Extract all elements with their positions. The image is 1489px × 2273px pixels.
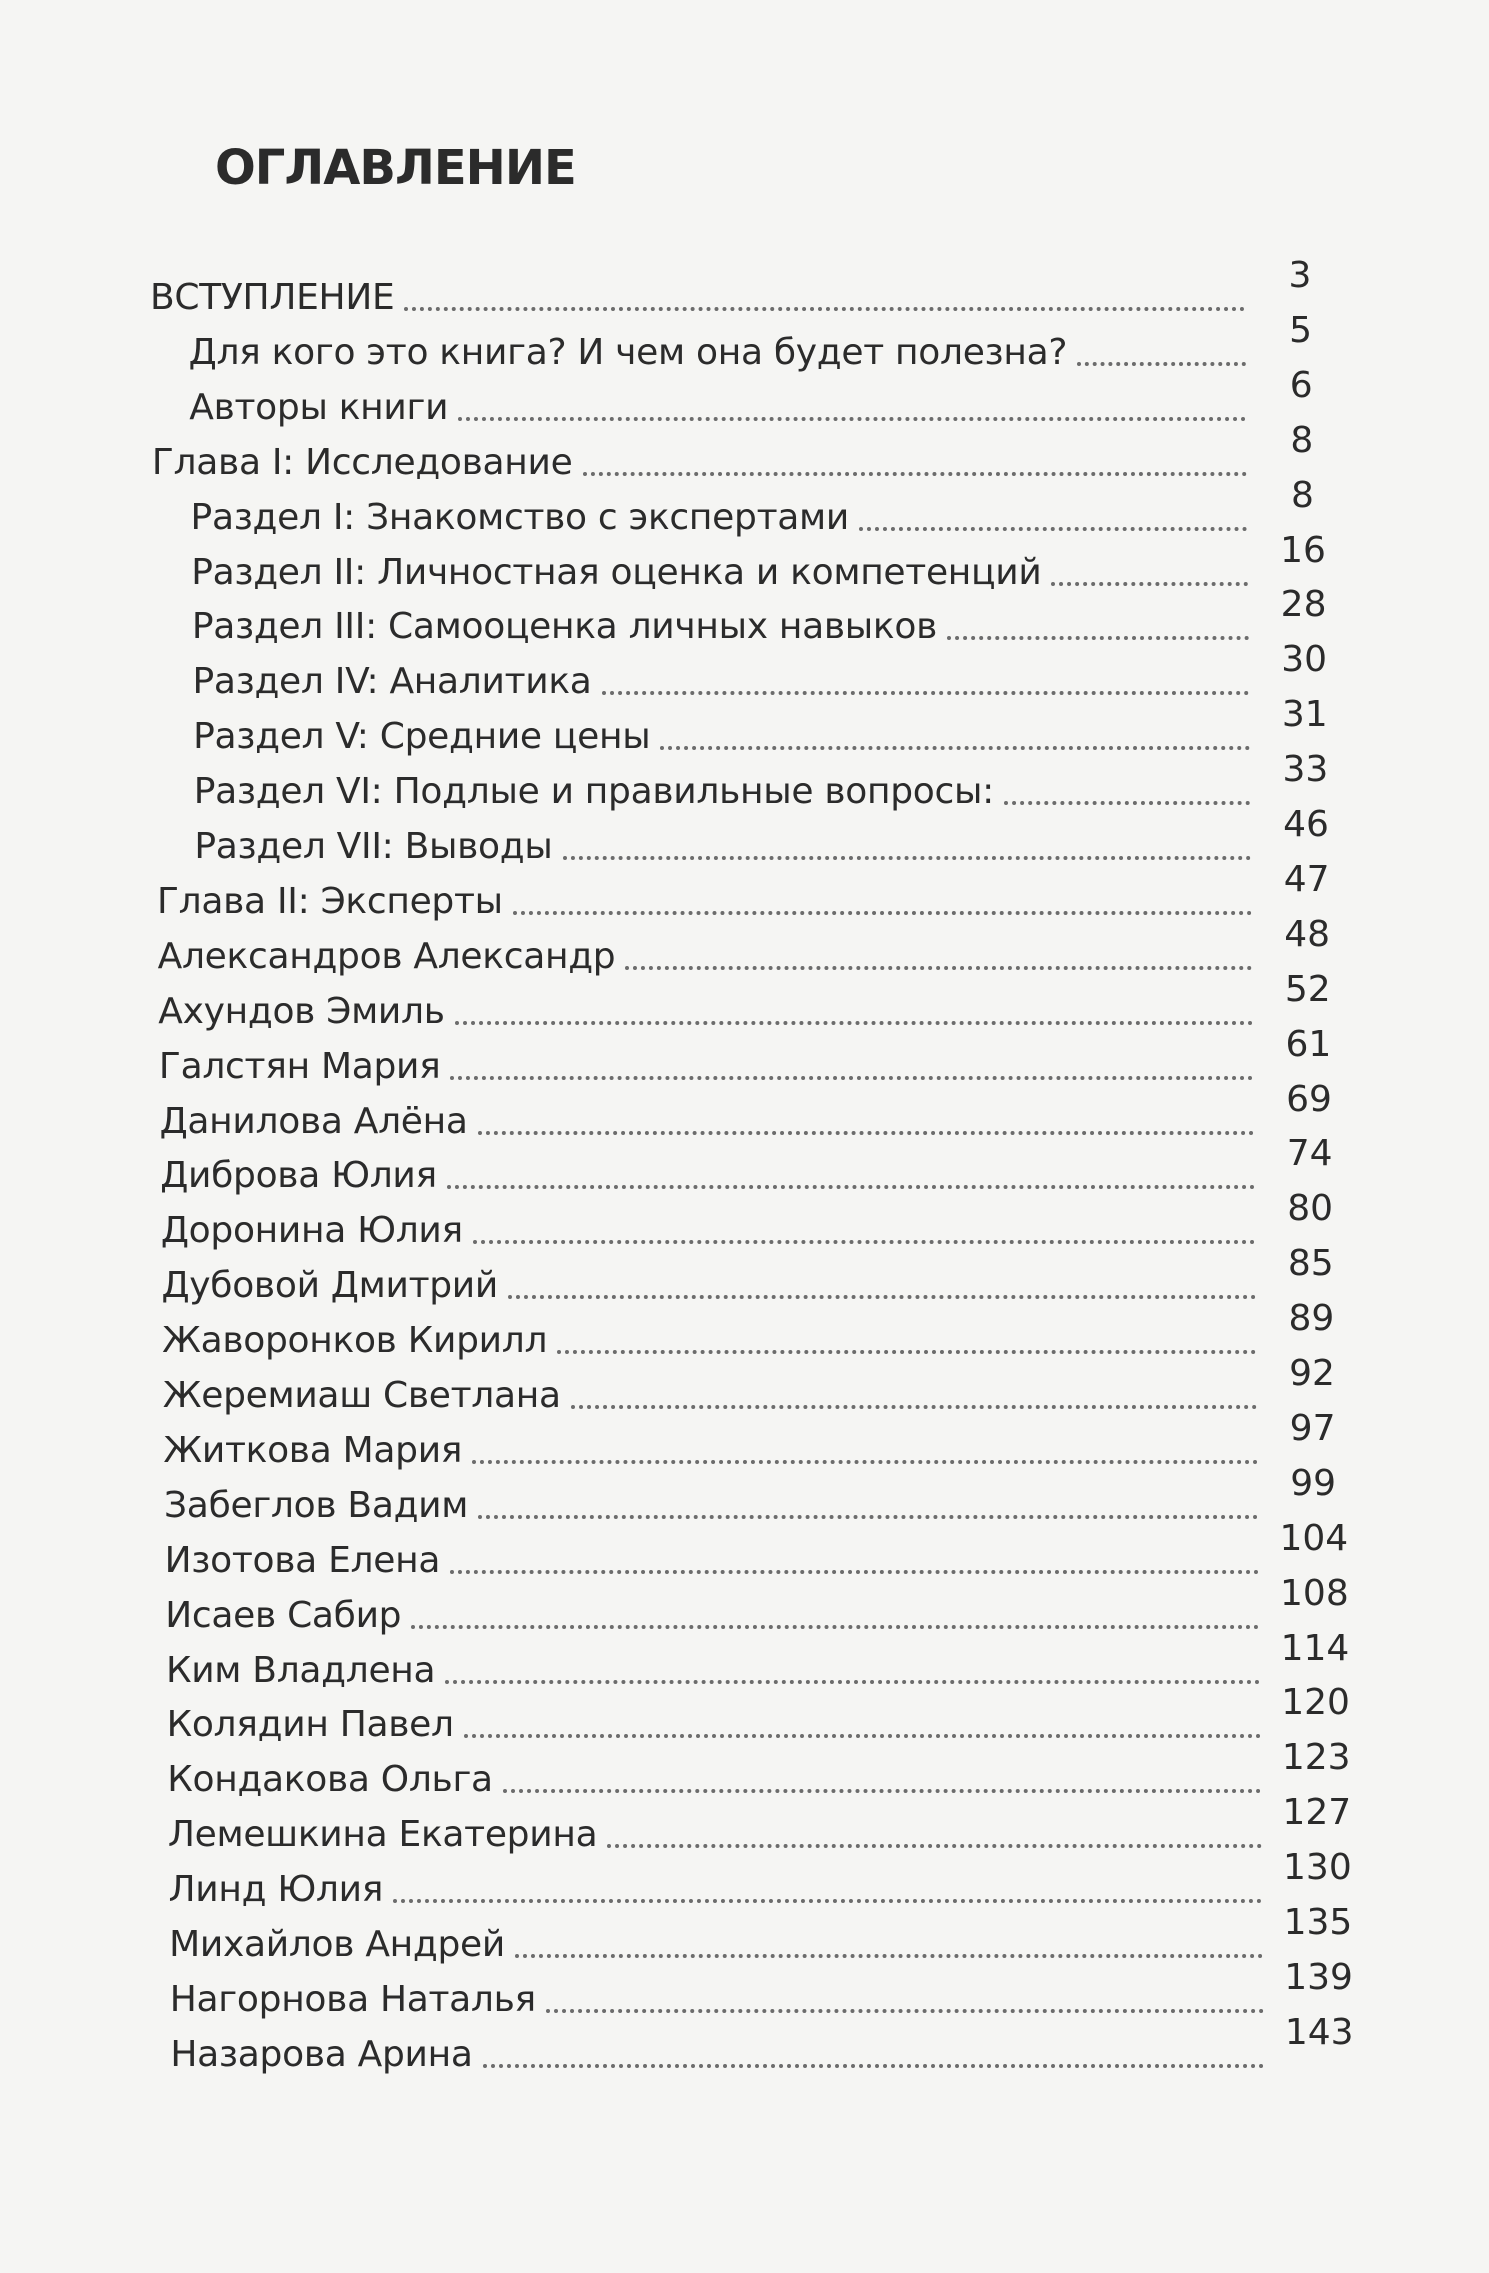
toc-leader-dots — [473, 1240, 1255, 1244]
toc-leader-dots — [404, 307, 1245, 311]
toc-entry-label: Жаворонков Кирилл — [162, 1320, 548, 1362]
toc-entry-label: Нагорнова Наталья — [169, 1978, 536, 2020]
toc-entry — [191, 584, 1327, 649]
toc-entry-label: Раздел II: Личностная оценка и компетенций — [191, 551, 1042, 593]
toc-leader-dots — [455, 1021, 1253, 1025]
toc-leader-dots — [503, 1789, 1261, 1793]
toc-entry-label: Колядин Павел — [166, 1704, 454, 1746]
toc-entry-label: Ким Владлена — [165, 1649, 436, 1691]
toc-entry-page: 3 — [1288, 255, 1312, 296]
toc-leader-dots — [450, 1076, 1253, 1080]
toc-entry — [162, 1298, 1335, 1363]
toc-entry-page: 120 — [1281, 1682, 1350, 1724]
toc-entry-page: 47 — [1283, 858, 1330, 900]
toc-entry-label: Раздел VII: Выводы — [194, 826, 553, 867]
toc-entry-page: 74 — [1286, 1133, 1333, 1175]
toc-entry — [157, 913, 1331, 979]
toc-entry — [168, 1847, 1352, 1912]
toc-entry — [169, 1902, 1353, 1967]
toc-entry — [150, 255, 1312, 320]
toc-entry-page: 99 — [1290, 1462, 1337, 1504]
toc-entry-page: 8 — [1290, 419, 1314, 461]
toc-entry — [163, 1407, 1336, 1473]
toc-entry — [158, 968, 1331, 1034]
toc-entry-page: 30 — [1281, 639, 1328, 681]
toc-entry — [164, 1462, 1337, 1528]
toc-entry — [161, 1243, 1334, 1308]
toc-entry-label: Глава II: Эксперты — [157, 880, 503, 922]
toc-entry-page: 61 — [1285, 1023, 1332, 1065]
toc-entry — [165, 1627, 1350, 1693]
toc-entry-label: Раздел III: Самооценка личных навыков — [191, 606, 937, 648]
toc-entry-label: Галстян Мария — [158, 1045, 441, 1087]
toc-entry — [194, 804, 1329, 869]
toc-entry — [167, 1737, 1351, 1802]
toc-leader-dots — [483, 2064, 1265, 2068]
toc-entry — [162, 1353, 1335, 1418]
toc-leader-dots — [859, 527, 1247, 531]
toc-entry-label: Диброва Юлия — [160, 1155, 437, 1197]
toc-entry-label: Раздел VI: Подлые и правильные вопросы: — [193, 771, 994, 813]
toc-entry-page: 139 — [1284, 1956, 1353, 1998]
toc-leader-dots — [571, 1405, 1257, 1409]
toc-entry-page: 6 — [1289, 364, 1313, 406]
toc-entry — [151, 419, 1314, 485]
toc-leader-dots — [546, 2009, 1264, 2013]
toc-entry-page: 69 — [1286, 1078, 1332, 1120]
toc-leader-dots — [660, 746, 1249, 750]
toc-entry-label: Раздел V: Средние цены — [193, 716, 651, 758]
toc-entry-page: 104 — [1279, 1517, 1349, 1559]
toc-entry-label: Дубовой Дмитрий — [161, 1265, 499, 1307]
toc-entry-page: 127 — [1282, 1792, 1352, 1834]
toc-entry-label: Изотова Елена — [164, 1539, 441, 1581]
toc-entry-label: Лемешкина Екатерина — [167, 1814, 598, 1856]
toc-entry — [169, 1956, 1353, 2022]
toc-entry-label: Александров Александр — [157, 935, 616, 977]
toc-entry-label: Михайлов Андрей — [169, 1924, 505, 1965]
toc-entry-page: 114 — [1280, 1627, 1350, 1669]
toc-entry-label: Раздел IV: Аналитика — [192, 661, 592, 703]
toc-leader-dots — [450, 1570, 1259, 1574]
toc-entry-label: Доронина Юлия — [160, 1210, 463, 1252]
toc-leader-dots — [458, 417, 1246, 421]
toc-entry — [170, 2011, 1354, 2077]
toc-entry-page: 33 — [1282, 749, 1329, 791]
toc-leader-dots — [607, 1844, 1261, 1848]
page-title: ОГЛАВЛЕНИЕ — [215, 140, 576, 196]
toc-entry-page: 92 — [1289, 1353, 1335, 1394]
toc-entry-label: Данилова Алёна — [159, 1100, 468, 1142]
toc-entry-label: Ахундов Эмиль — [158, 990, 445, 1032]
toc-leader-dots — [508, 1295, 1256, 1299]
toc-entry-page: 28 — [1280, 584, 1327, 626]
toc-leader-dots — [445, 1680, 1260, 1684]
toc-entry-label: Назарова Арина — [170, 2033, 473, 2075]
toc-leader-dots — [447, 1185, 1255, 1189]
toc-entry — [192, 639, 1328, 704]
toc-leader-dots — [583, 472, 1247, 476]
toc-entry — [160, 1188, 1334, 1253]
toc-entry-label: Забеглов Вадим — [164, 1484, 469, 1526]
toc-leader-dots — [947, 636, 1249, 640]
toc-entry-page: 52 — [1284, 968, 1331, 1010]
toc-entry-page: 48 — [1284, 913, 1331, 955]
toc-entry — [167, 1792, 1352, 1857]
toc-entry-page: 130 — [1283, 1847, 1352, 1889]
toc-entry-label: Раздел I: Знакомство с экспертами — [190, 496, 849, 538]
toc-entry — [189, 364, 1313, 430]
toc-leader-dots — [411, 1625, 1259, 1629]
toc-leader-dots — [563, 856, 1251, 860]
toc-entry — [191, 529, 1326, 595]
toc-entry — [190, 474, 1314, 540]
toc-entry-page: 5 — [1289, 309, 1313, 351]
toc-entry-label: Линд Юлия — [168, 1869, 384, 1911]
toc-leader-dots — [513, 911, 1252, 915]
toc-entry-page: 89 — [1288, 1298, 1335, 1340]
toc-entry-page: 31 — [1281, 694, 1328, 736]
toc-leader-dots — [464, 1734, 1261, 1738]
toc-entry-page: 8 — [1290, 474, 1314, 516]
toc-leader-dots — [478, 1515, 1258, 1519]
toc-entry-label: Глава I: Исследование — [151, 441, 573, 483]
toc-entry-page: 143 — [1284, 2011, 1354, 2053]
toc-entry-page: 85 — [1287, 1243, 1334, 1285]
toc-entry-page: 80 — [1287, 1188, 1334, 1230]
toc-entry — [157, 858, 1330, 924]
toc-entry-page: 123 — [1281, 1737, 1351, 1779]
toc-entry — [166, 1682, 1350, 1747]
toc-entry — [165, 1572, 1349, 1638]
toc-entry — [188, 309, 1313, 375]
toc-leader-dots — [515, 1954, 1263, 1958]
toc-entry-page: 108 — [1280, 1572, 1349, 1614]
toc-leader-dots — [602, 691, 1250, 695]
toc-entry — [160, 1133, 1333, 1198]
toc-entry — [158, 1023, 1332, 1089]
toc-entry-label: ВСТУПЛЕНИЕ — [150, 277, 395, 318]
toc-leader-dots — [472, 1460, 1257, 1464]
toc-entry-page: 46 — [1283, 804, 1329, 845]
toc-entry-page: 16 — [1280, 529, 1326, 571]
toc-leader-dots — [393, 1899, 1262, 1903]
toc-entry — [193, 694, 1328, 759]
toc-entry-label: Жеремиаш Светлана — [162, 1375, 561, 1416]
toc-entry-label: Исаев Сабир — [165, 1594, 402, 1636]
toc-entry — [193, 749, 1329, 814]
toc-entry-page: 135 — [1283, 1902, 1353, 1943]
toc-leader-dots — [1077, 362, 1245, 366]
toc-entry-page: 97 — [1289, 1407, 1336, 1449]
toc-leader-dots — [557, 1350, 1256, 1354]
toc-entry — [159, 1078, 1332, 1144]
toc-entry-label: Житкова Мария — [163, 1429, 463, 1471]
toc-leader-dots — [625, 966, 1252, 970]
toc-leader-dots — [1004, 801, 1250, 805]
toc-entry-label: Для кого это книга? И чем она будет полезна? — [188, 331, 1068, 373]
toc-leader-dots — [478, 1131, 1254, 1135]
toc-leader-dots — [1051, 582, 1248, 586]
toc-entry-label: Авторы книги — [189, 386, 449, 428]
toc-entry-label: Кондакова Ольга — [167, 1759, 493, 1801]
toc-entry — [164, 1517, 1349, 1583]
